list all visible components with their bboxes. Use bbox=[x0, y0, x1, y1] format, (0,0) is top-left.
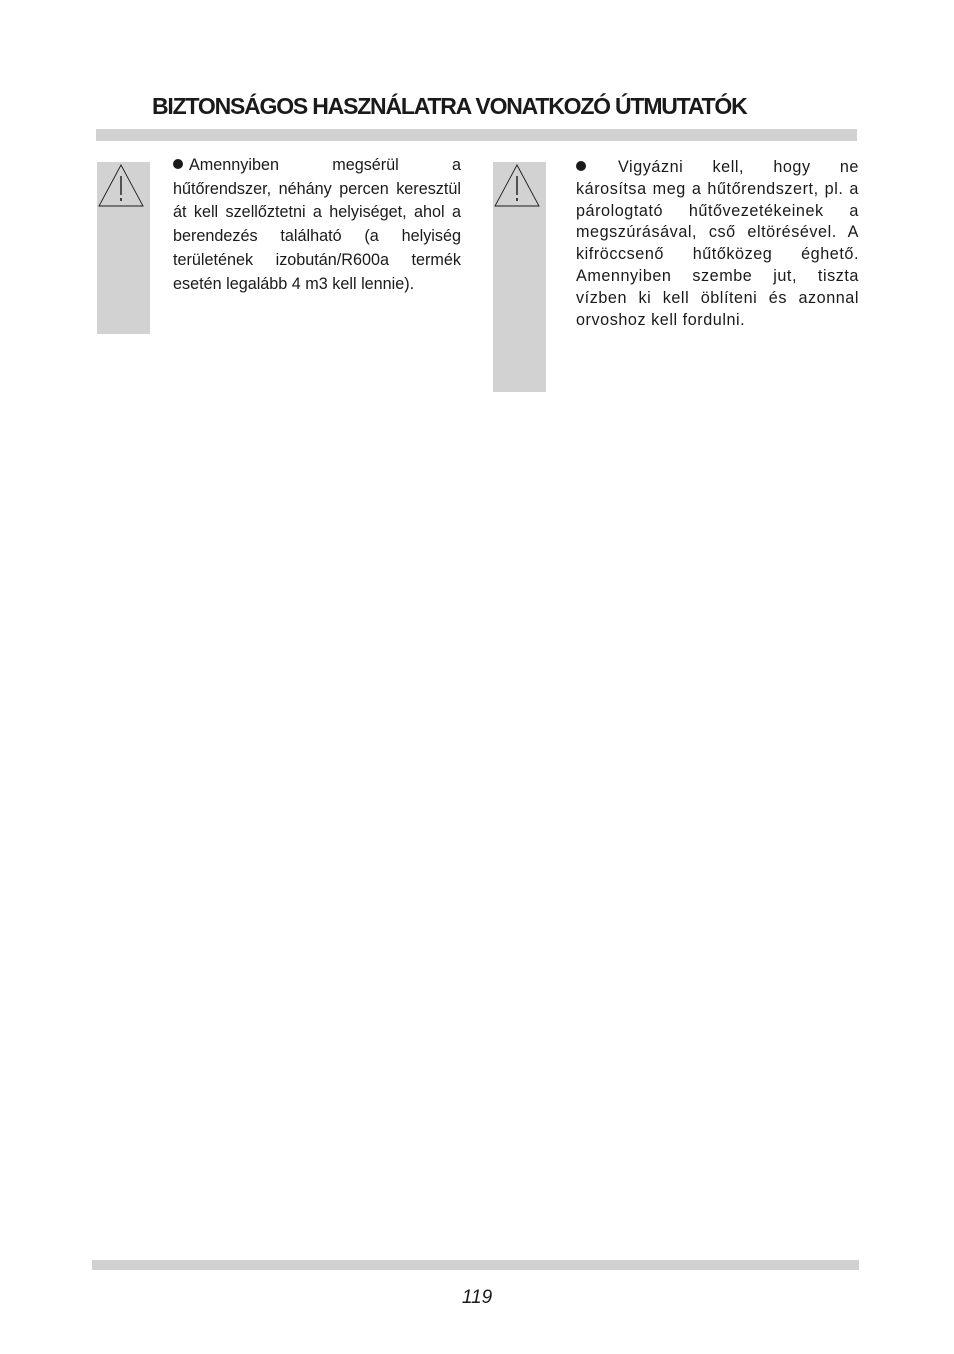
warning-strip-right bbox=[493, 162, 546, 392]
bullet-icon bbox=[173, 159, 183, 169]
page-title: BIZTONSÁGOS HASZNÁLATRA VONATKOZÓ ÚTMUTATÓK bbox=[152, 93, 747, 119]
warning-text-left bbox=[173, 154, 461, 296]
warning-strip-left bbox=[97, 162, 150, 334]
header-divider-bar bbox=[96, 129, 857, 141]
footer-divider-bar bbox=[92, 1260, 859, 1270]
warning-triangle-icon bbox=[97, 162, 150, 212]
warning-text-right-content: Vigyázni kell, hogy ne károsítsa meg a hűtőrendszert, pl. a párologtató hűtővezetékeinek a megszúrásával, cső eltörésével. A kifröccsenő hűtőközeg éghető. Amennyiben szembe jut, tiszta vízben ki kell öblíteni és azonnal orvoshoz kell fordulni. bbox=[576, 158, 859, 329]
warning-text-left-content: Amennyiben megsérül a hűtőrendszer, néhány percen keresztül át kell szellőztetni a helyiséget, ahol a berendezés található (a helyiség területének izobután/R600a termék esetén legalább 4 m3 kell lennie). bbox=[173, 156, 461, 293]
bullet-icon bbox=[576, 161, 586, 171]
warning-text-right bbox=[576, 157, 859, 331]
page-number: 119 bbox=[461, 1287, 493, 1308]
warning-triangle-icon bbox=[493, 162, 546, 212]
